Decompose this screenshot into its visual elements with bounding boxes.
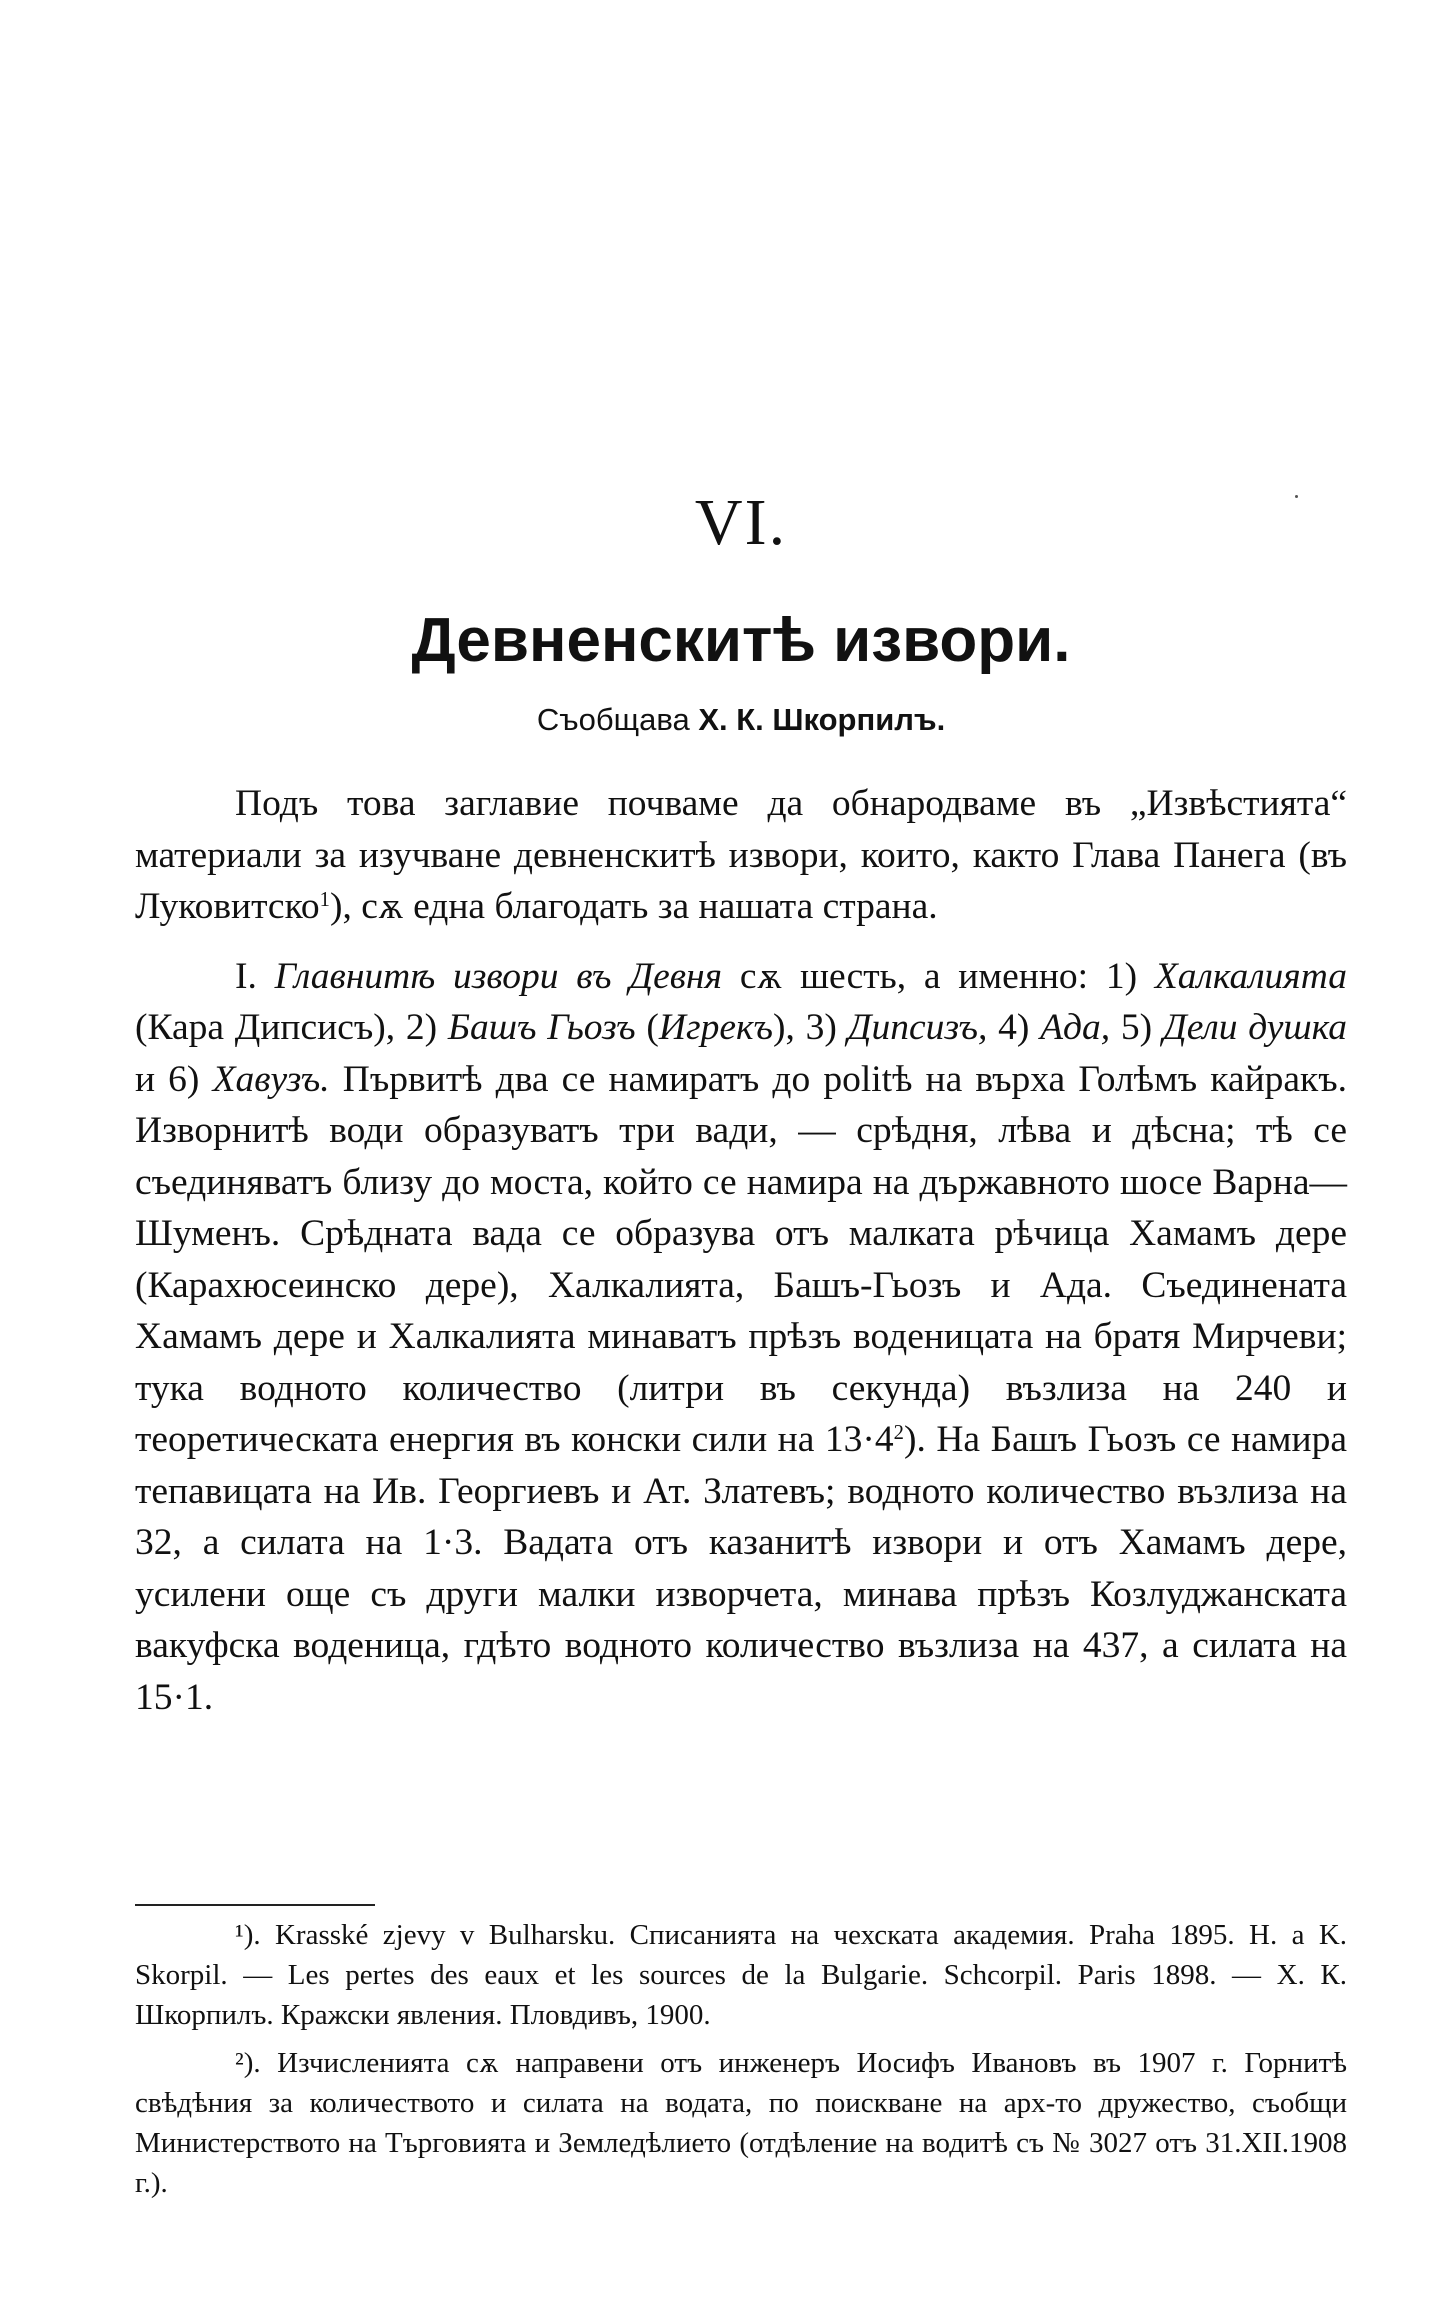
footnote-2 — [135, 2043, 1347, 2203]
p2-t2: (Кара Дипсисъ), 2) — [135, 1007, 438, 1048]
p1-text-b: ), сѫ една благодать за нашата страна. — [329, 886, 938, 927]
footnotes — [135, 1915, 1347, 2203]
p2-t6: 5) — [1120, 1007, 1153, 1048]
footnote-1-marker: ¹). — [235, 1919, 261, 1951]
footnote-divider — [135, 1904, 375, 1906]
spring-2: Башъ Гьозъ — [447, 1007, 636, 1048]
byline-prefix: Съобщава — [536, 702, 690, 737]
spring-2-alt: Игрекъ — [658, 1007, 773, 1048]
article-body — [135, 778, 1347, 1723]
footnote-1 — [135, 1915, 1347, 2035]
p2-t5: 4) — [998, 1007, 1030, 1048]
spring-5: Дели душка — [1162, 1007, 1348, 1048]
footnote-2-marker: ²). — [235, 2047, 261, 2079]
p2-t3: ( — [646, 1007, 659, 1048]
spring-1: Халкалията — [1154, 955, 1348, 997]
p2-heading: Главнитѣ извори въ Девня — [274, 955, 723, 997]
paragraph-main — [135, 951, 1347, 1724]
footnote-2-text: Изчисленията сѫ направени отъ инженеръ Иосифъ Ивановъ въ 1907 г. Горнитѣ свѣдѣния за количеството и силата на водата, по поискване на арх-то дружество, съобщи Министерството на Търговията и Земледѣлието (отдѣление на водитѣ съ № 3027 отъ 31.XII.1908 г.). — [135, 2047, 1348, 2199]
spring-3: Дипсизъ, — [847, 1007, 988, 1048]
p2-t4: ), 3) — [773, 1007, 837, 1048]
spring-4: Ада, — [1040, 1007, 1111, 1048]
footnote-1-text: Krasské zjevy v Bulharsku. Списанията на чехската академия. Praha 1895. H. a K. Skorpil. — Les pertes des eaux et les sources de la Bulgarie. Schcorpil. Paris 1898. — Х. К. Шкорпилъ. Кражски явления. Пловдивъ, 1900. — [135, 1919, 1348, 2031]
paragraph-intro — [135, 778, 1347, 933]
p2-lead: I. — [235, 955, 257, 997]
footnote-ref-2[interactable]: 2 — [893, 1421, 904, 1444]
byline — [135, 702, 1347, 738]
byline-author: Х. К. Шкорпилъ. — [698, 702, 946, 737]
p1-text-a: Подъ това заглавие почваме да обнародваме въ „Извѣстията“ материали за изучване девненскитѣ извори, които, както Глава Панега (въ Луковитско — [135, 783, 1347, 927]
p2-t7: и 6) — [135, 1058, 200, 1100]
p2-t1: сѫ шесть, а именно: 1) — [739, 955, 1138, 997]
p2-text-main: Първитѣ два се намиратъ до politѣ на върха Голѣмъ кайракъ. Изворнитѣ води образуватъ три вади, — срѣдня, лѣва и дѣсна; тѣ се съединяватъ близу до моста, който се намира на държавното шосе Варна—Шуменъ. Срѣдната вада се образува отъ малката рѣчица Хамамъ дере (Карахюсеинско дере), Халкалията, Башъ-Гьозъ и Ада. Съединената Хамамъ дере и Халкалията минаватъ прѣзъ воденицата на братя Мирчеви; тука водното количество (литри въ секунда) възлиза на 240 и теоретическата енергия въ конски сили на 13·4 — [135, 1058, 1348, 1460]
p2-text-end: ). На Башъ Гьозъ се намира тепавицата на Ив. Георгиевъ и Ат. Златевъ; водното количество възлиза на 32, а силата на 1·3. Вадата отъ казанитѣ извори и отъ Хамамъ дере, усилени още съ други малки изворчета, минава прѣзъ Козлуджанската вакуфска воденица, гдѣто водното количество възлиза на 437, а силата на 15·1. — [135, 1419, 1347, 1718]
footnote-ref-1[interactable]: 1 — [319, 888, 330, 911]
chapter-number: VI. — [694, 486, 788, 559]
spring-6: Хавузъ. — [212, 1058, 330, 1100]
article-title: Девненскитѣ извори. — [411, 606, 1071, 675]
